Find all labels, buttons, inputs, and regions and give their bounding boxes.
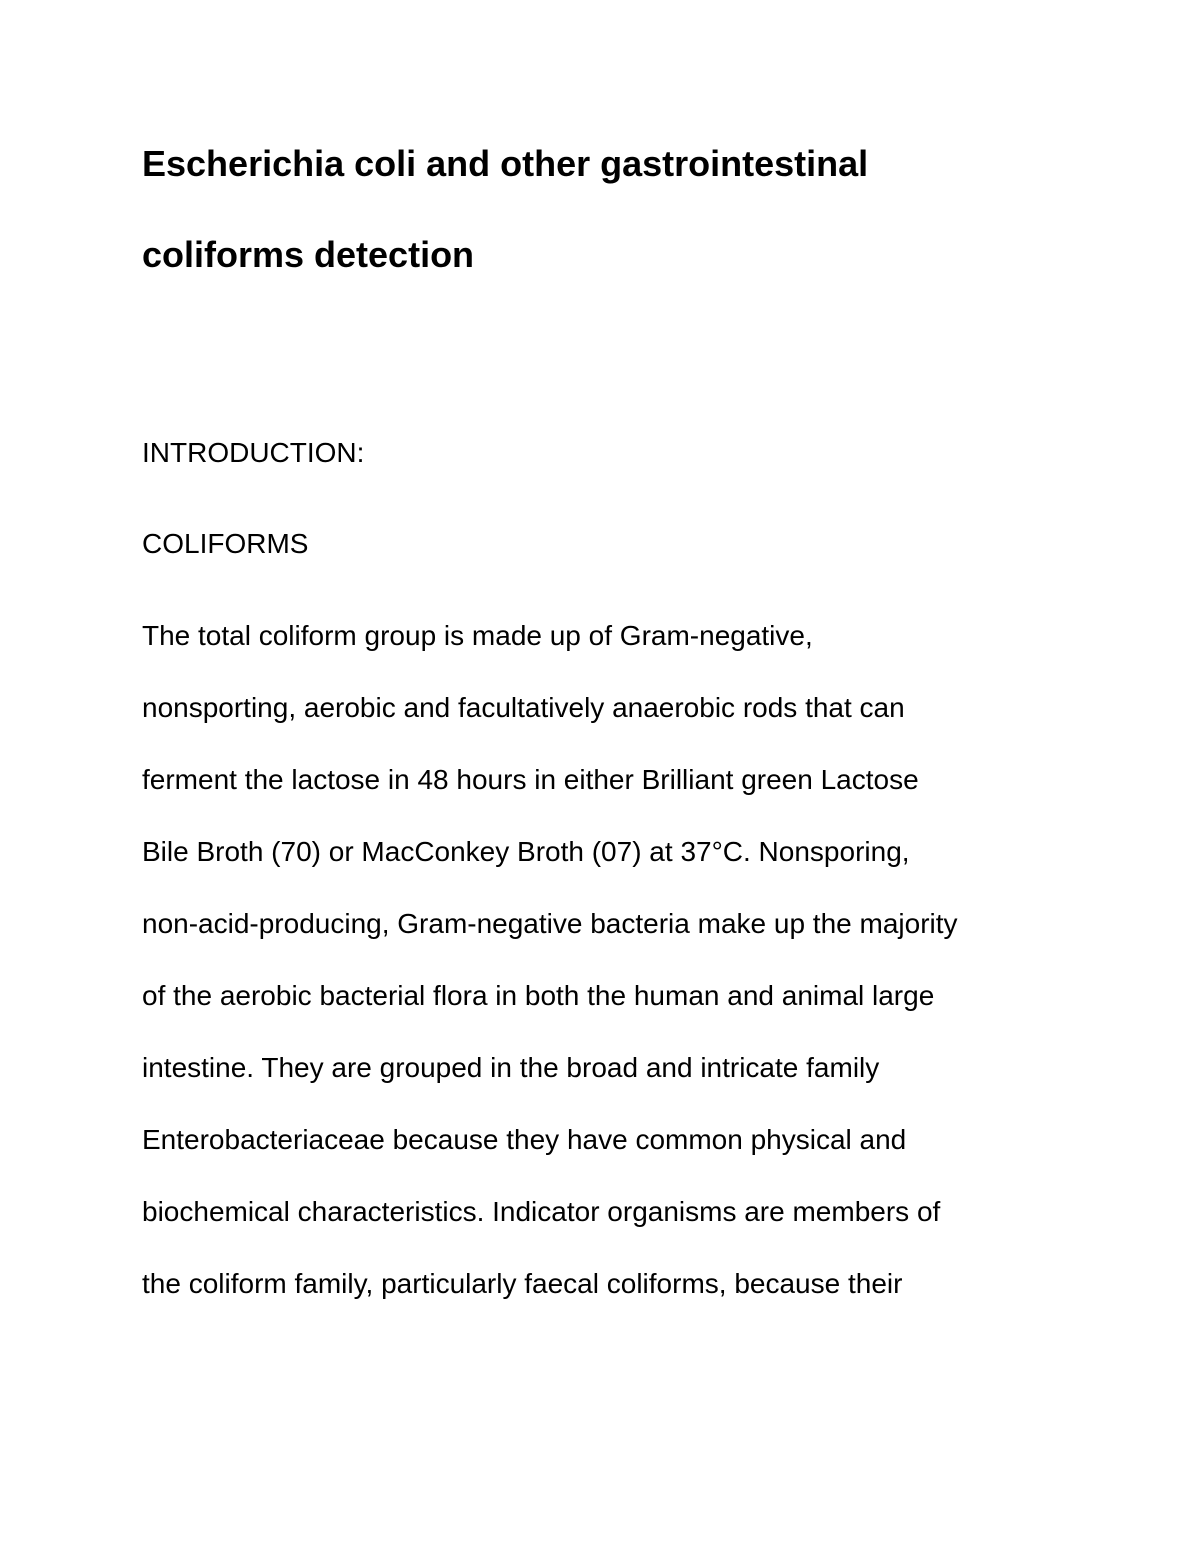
section-heading: INTRODUCTION: [142,437,365,468]
paragraph-line: ferment the lactose in 48 hours in either Brilliant green Lactose [142,764,919,795]
document-title-line-2: coliforms detection [142,234,475,275]
paragraph-line: nonsporting, aerobic and facultatively anaerobic rods that can [142,692,905,723]
paragraph-line: of the aerobic bacterial flora in both the human and animal large [142,980,935,1011]
document-title-line-1: Escherichia coli and other gastrointestinal [142,143,869,184]
paragraph-line: Enterobacteriaceae because they have common physical and [142,1124,907,1155]
paragraph-line: intestine. They are grouped in the broad and intricate family [142,1052,880,1083]
subheading: COLIFORMS [142,528,309,559]
paragraph-line: the coliform family, particularly faecal coliforms, because their [142,1268,903,1299]
paragraph-line: non-acid-producing, Gram-negative bacteria make up the majority [142,908,958,939]
paragraph-line: biochemical characteristics. Indicator organisms are members of [142,1196,941,1227]
paragraph-line: Bile Broth (70) or MacConkey Broth (07) at 37°C. Nonsporing, [142,836,910,867]
paragraph-line: The total coliform group is made up of Gram-negative, [142,620,813,651]
